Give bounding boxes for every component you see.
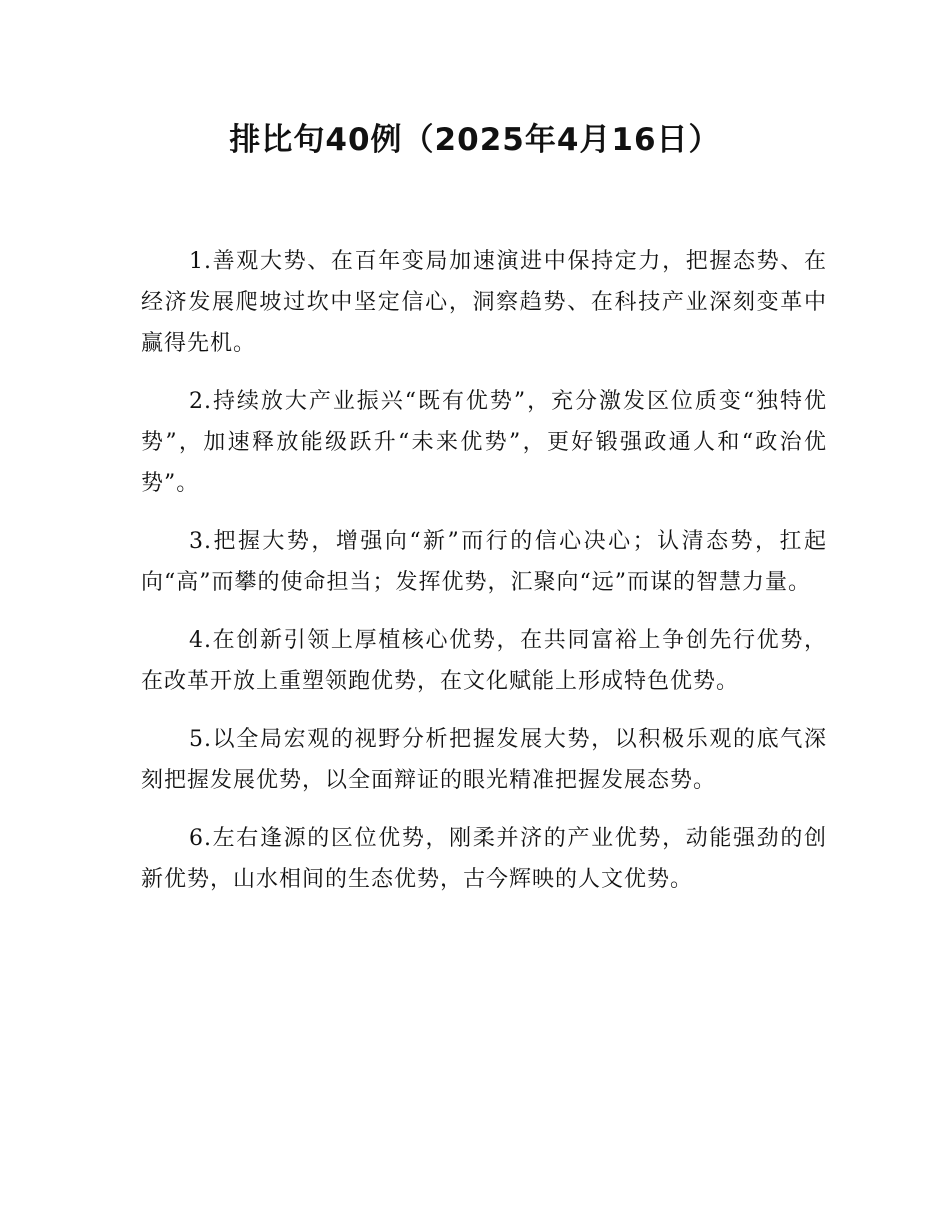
document-title: 排比句40例（2025年4月16日） <box>229 122 721 158</box>
paragraph-2: 2.持续放大产业振兴“既有优势”，充分激发区位质变“独特优势”，加速释放能级跃升“未来优势”，更好锻强政通人和“政治优势”。 <box>141 389 827 496</box>
paragraph-6: 6.左右逢源的区位优势，刚柔并济的产业优势，动能强劲的创新优势，山水相间的生态优势，古今辉映的人文优势。 <box>141 826 827 892</box>
paragraph-5: 5.以全局宏观的视野分析把握发展大势，以积极乐观的底气深刻把握发展优势，以全面辩证的眼光精准把握发展态势。 <box>141 727 827 793</box>
paragraph-3: 3.把握大势，增强向“新”而行的信心决心；认清态势，扛起向“高”而攀的使命担当；发挥优势，汇聚向“远”而谋的智慧力量。 <box>141 529 827 595</box>
paragraph-1: 1.善观大势、在百年变局加速演进中保持定力，把握态势、在经济发展爬坡过坎中坚定信心，洞察趋势、在科技产业深刻变革中赢得先机。 <box>141 249 827 356</box>
document-body <box>141 241 827 917</box>
paragraph-4: 4.在创新引领上厚植核心优势，在共同富裕上争创先行优势，在改革开放上重塑领跑优势，在文化赋能上形成特色优势。 <box>141 628 827 694</box>
